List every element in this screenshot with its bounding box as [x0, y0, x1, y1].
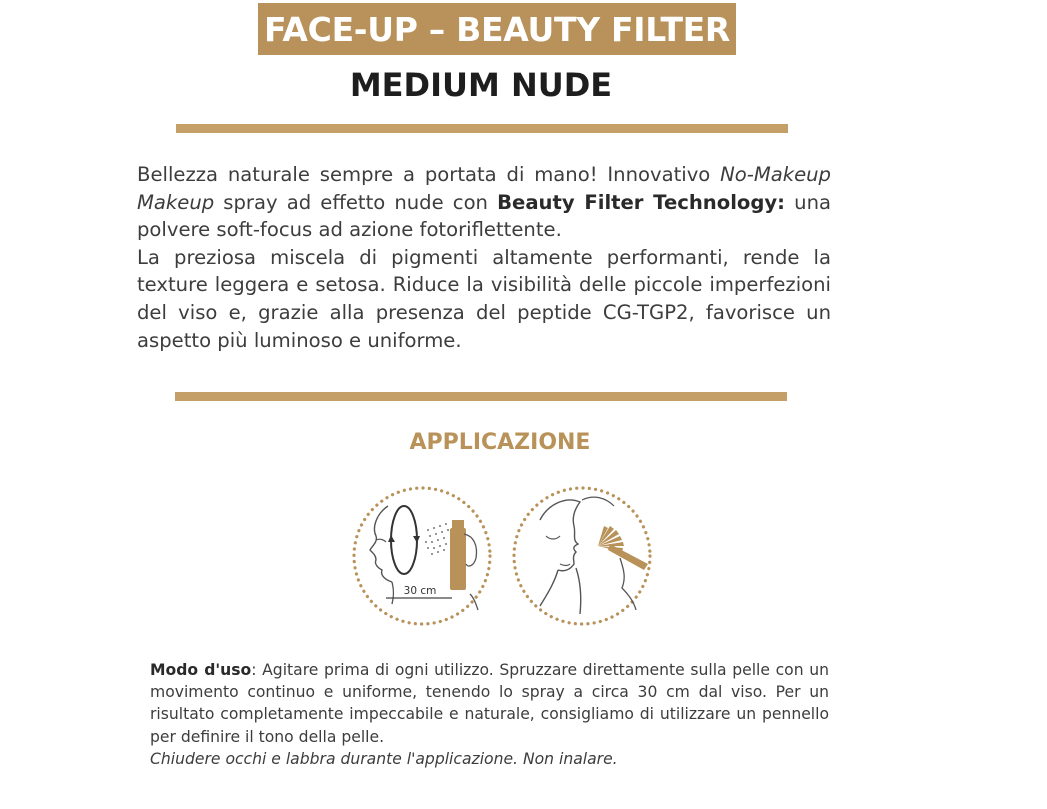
description-paragraph-2: La preziosa miscela di pigmenti altamente performanti, rende la texture leggera e setosa. Riduce la visibilità delle piccole imperfezioni del viso e, grazie alla presenza del peptide CG-TGP2, favorisce un aspetto più luminoso e uniforme. [137, 245, 831, 352]
description-bold: Beauty Filter Technology: [497, 190, 786, 214]
application-title: APPLICAZIONE [409, 430, 591, 455]
description-text: una polvere soft-focus ad azione fotoriflettente. [137, 190, 831, 242]
usage-warning: Chiudere occhi e labbra durante l'applicazione. Non inalare. [150, 749, 618, 768]
usage-text: : Agitare prima di ogni utilizzo. Spruzzare direttamente sulla pelle con un movimento continuo e uniforme, tenendo lo spray a circa 30 cm dal viso. Per un risultato completamente impeccabile e naturale, consigliamo di utilizzare un pennello per definire il tono della pelle. [150, 661, 829, 746]
brush-face-icon [510, 484, 658, 636]
description-text: Bellezza naturale sempre a portata di mano! Innovativo [137, 163, 721, 186]
page-title: FACE-UP – BEAUTY FILTER [263, 9, 731, 49]
description-text: spray ad effetto nude con [214, 190, 498, 214]
spray-face-icon [348, 484, 496, 636]
divider-middle [175, 392, 787, 401]
product-shade-title: MEDIUM NUDE [349, 66, 613, 104]
usage-instructions [150, 659, 829, 770]
distance-label: 30 cm [403, 585, 437, 597]
usage-paragraph [150, 659, 829, 748]
description-paragraph-1 [137, 161, 831, 244]
divider-top [176, 124, 788, 133]
usage-label: Modo d'uso [150, 661, 252, 679]
title-banner [258, 3, 736, 55]
description-italic: No-Makeup Makeup [137, 163, 831, 214]
product-description [137, 161, 831, 354]
